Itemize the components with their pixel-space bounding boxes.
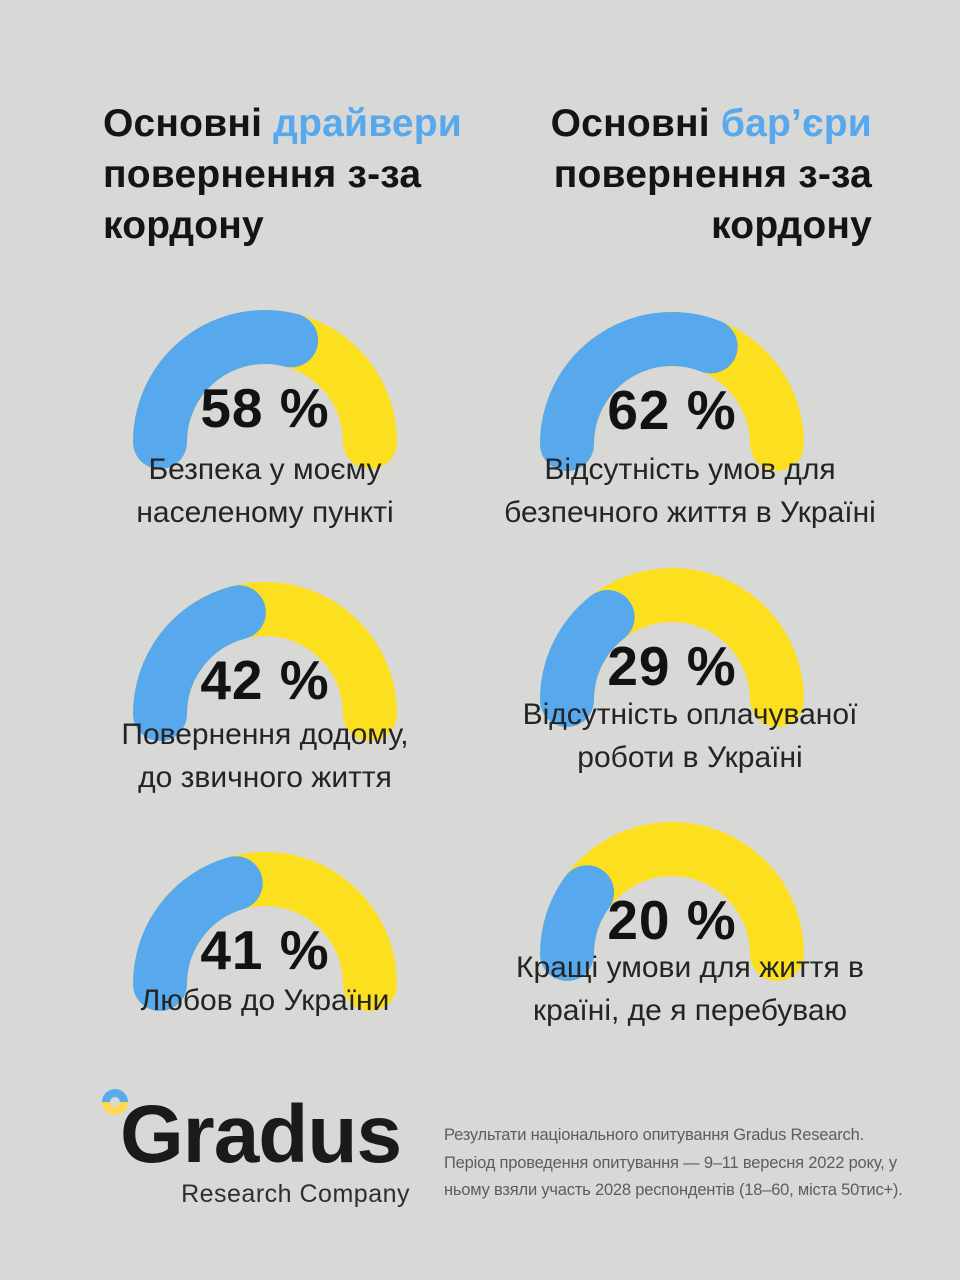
gauge-label-line: безпечного життя в Україні (504, 496, 876, 529)
gauge-label-line: Відсутність умов для (544, 453, 836, 486)
note-line: ньому взяли участь 2028 респондентів (18–60, міста 50тис+). (444, 1181, 903, 1199)
note-line: Період проведення опитування — 9–11 вересня 2022 року, у (444, 1153, 897, 1172)
gauge-label-line: Відсутність оплачуваної (522, 698, 858, 731)
survey-methodology-note (444, 1122, 903, 1205)
drivers-title-line3: кордону (103, 204, 264, 247)
gauge-value: 29 % (607, 635, 737, 697)
note-line: Результати національного опитування Gradus Research. (444, 1126, 864, 1144)
gauge-label-barrier-better-conditions (495, 946, 885, 1032)
gauge-value: 42 % (200, 649, 330, 711)
gauge-value: 58 % (200, 377, 330, 439)
gauge-value: 41 % (200, 919, 330, 981)
barriers-title-prefix: Основні (550, 102, 710, 145)
gauge-label-line: Кращі умови для життя в (516, 951, 864, 984)
barriers-title-line1 (551, 98, 872, 149)
drivers-title-line1 (103, 98, 462, 149)
gauge-label-barrier-no-safe-conditions (495, 448, 885, 534)
drivers-title (103, 98, 462, 251)
drivers-title-prefix: Основні (103, 102, 263, 145)
gauge-label-line: населеному пункті (136, 496, 394, 529)
drivers-title-line2: повернення з-за (103, 153, 422, 196)
gauge-value: 62 % (607, 379, 737, 441)
barriers-title-accent: бар’єри (720, 102, 872, 145)
gauge-label-line: роботи в Україні (577, 741, 803, 774)
gauge-label-line: Безпека у моєму (148, 453, 382, 486)
barriers-title-line3: кордону (711, 204, 872, 247)
gauge-value: 20 % (607, 889, 737, 951)
gauge-label-driver-love-ukraine (70, 979, 460, 1022)
gauge-label-line: Любов до України (140, 984, 390, 1017)
drivers-title-accent: драйвери (273, 102, 462, 145)
gauge-label-line: до звичного життя (138, 761, 392, 794)
gauge-label-driver-safety (70, 448, 460, 534)
gauge-label-barrier-no-paid-work (495, 693, 885, 779)
barriers-title-line2: повернення з-за (553, 153, 872, 196)
gradus-logo-subtitle: Research Company (181, 1180, 410, 1208)
gauge-label-line: Повернення додому, (121, 718, 409, 751)
gauge-label-driver-return-home (70, 713, 460, 799)
gradus-logo-wordmark: Gradus (120, 1089, 402, 1180)
gauge-label-line: країні, де я перебуваю (532, 994, 848, 1027)
barriers-title (551, 98, 872, 251)
